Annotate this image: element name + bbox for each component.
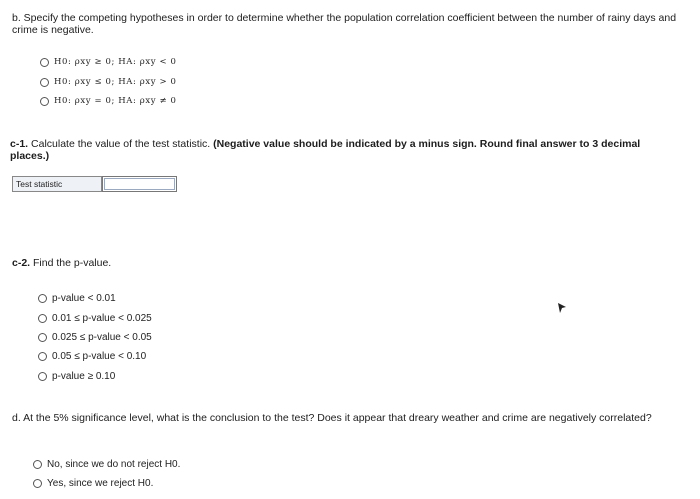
mouse-cursor-icon [557, 302, 567, 314]
part-c1-instructions: (Negative value should be indicated by a minus sign. Round final answer to 3 decimal places.) [10, 138, 641, 162]
radio-button[interactable] [38, 294, 47, 303]
radio-button[interactable] [33, 479, 42, 488]
radio-button[interactable] [38, 314, 47, 323]
option-label: 0.025 ≤ p-value < 0.05 [52, 332, 152, 343]
pvalue-option-3[interactable] [38, 332, 152, 343]
part-c2-number: c-2. [12, 257, 31, 269]
part-c2-prompt [12, 257, 111, 269]
radio-button[interactable] [40, 78, 49, 87]
part-c1-number: c-1. [10, 138, 29, 150]
part-c1-text: Calculate the value of the test statistic. [31, 138, 211, 150]
option-label: H0: ρxy = 0; HA: ρxy ≠ 0 [54, 96, 177, 106]
test-statistic-input[interactable] [102, 176, 177, 192]
hypothesis-option-2[interactable] [40, 77, 177, 87]
radio-button[interactable] [38, 352, 47, 361]
part-c2-text: Find the p-value. [33, 257, 112, 269]
radio-button[interactable] [38, 333, 47, 342]
radio-button[interactable] [40, 97, 49, 106]
option-label: 0.05 ≤ p-value < 0.10 [52, 351, 147, 362]
conclusion-option-1[interactable] [33, 459, 180, 470]
hypothesis-option-1[interactable] [40, 57, 177, 67]
part-c1-prompt [10, 138, 680, 162]
pvalue-option-1[interactable] [38, 293, 116, 304]
option-label: H0: ρxy ≤ 0; HA: ρxy > 0 [54, 77, 177, 87]
part-b-prompt: b. Specify the competing hypotheses in order to determine whether the population correlation coefficient between the number of rainy days and crime is negative. [12, 12, 677, 36]
radio-button[interactable] [38, 372, 47, 381]
pvalue-option-2[interactable] [38, 313, 152, 324]
conclusion-option-2[interactable] [33, 478, 153, 489]
radio-button[interactable] [33, 460, 42, 469]
pvalue-option-5[interactable] [38, 371, 115, 382]
option-label: Yes, since we reject H0. [47, 478, 154, 489]
hypothesis-option-3[interactable] [40, 96, 177, 106]
radio-button[interactable] [40, 58, 49, 67]
option-label: 0.01 ≤ p-value < 0.025 [52, 313, 152, 324]
pvalue-option-4[interactable] [38, 351, 146, 362]
option-label: p-value < 0.01 [52, 293, 116, 304]
test-statistic-label: Test statistic [12, 176, 102, 192]
part-d-prompt: d. At the 5% significance level, what is the conclusion to the test? Does it appear that dreary weather and crime are negatively correlated? [12, 412, 652, 424]
option-label: p-value ≥ 0.10 [52, 371, 116, 382]
option-label: H0: ρxy ≥ 0; HA: ρxy < 0 [54, 57, 177, 67]
option-label: No, since we do not reject H0. [47, 459, 181, 470]
